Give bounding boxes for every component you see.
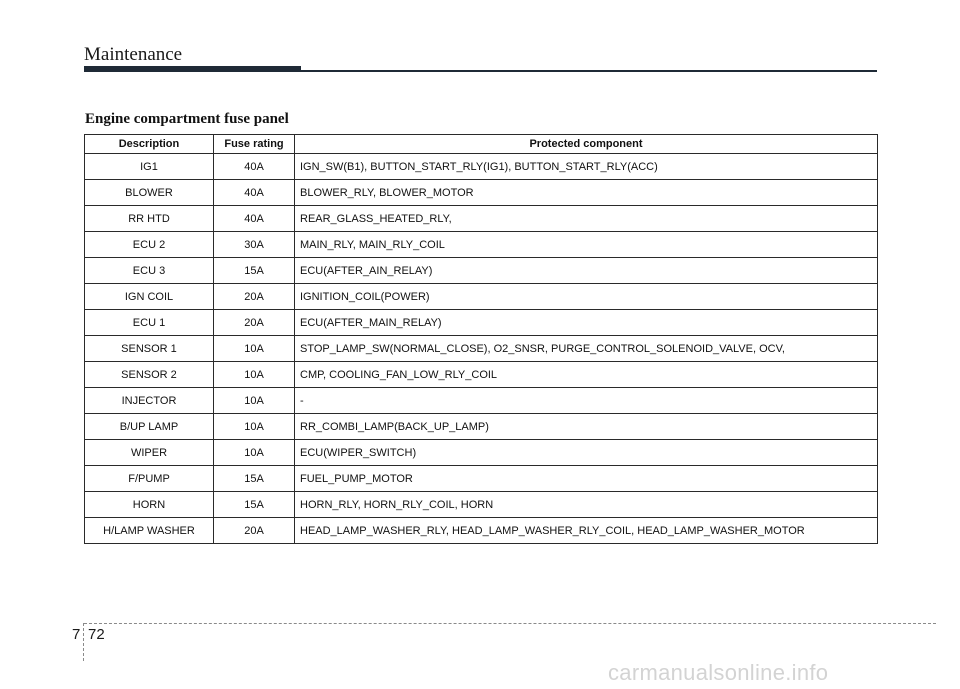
cell-description: INJECTOR bbox=[85, 388, 214, 414]
cell-fuse-rating: 10A bbox=[214, 362, 295, 388]
cell-protected-component: BLOWER_RLY, BLOWER_MOTOR bbox=[295, 180, 878, 206]
cell-protected-component: ECU(WIPER_SWITCH) bbox=[295, 440, 878, 466]
cell-protected-component: - bbox=[295, 388, 878, 414]
cell-description: IGN COIL bbox=[85, 284, 214, 310]
chapter-title: Maintenance bbox=[84, 44, 183, 65]
cell-fuse-rating: 10A bbox=[214, 336, 295, 362]
cell-protected-component: IGNITION_COIL(POWER) bbox=[295, 284, 878, 310]
table-row bbox=[85, 362, 878, 388]
table-row bbox=[85, 206, 878, 232]
cell-fuse-rating: 15A bbox=[214, 258, 295, 284]
cell-fuse-rating: 10A bbox=[214, 414, 295, 440]
table-row bbox=[85, 310, 878, 336]
cell-fuse-rating: 40A bbox=[214, 180, 295, 206]
cell-fuse-rating: 40A bbox=[214, 154, 295, 180]
fuse-table bbox=[84, 134, 878, 544]
cell-protected-component: HORN_RLY, HORN_RLY_COIL, HORN bbox=[295, 492, 878, 518]
table-row bbox=[85, 414, 878, 440]
table-row bbox=[85, 180, 878, 206]
cell-protected-component: CMP, COOLING_FAN_LOW_RLY_COIL bbox=[295, 362, 878, 388]
table-row bbox=[85, 336, 878, 362]
cell-description: HORN bbox=[85, 492, 214, 518]
cell-fuse-rating: 20A bbox=[214, 518, 295, 544]
cell-description: SENSOR 1 bbox=[85, 336, 214, 362]
cell-fuse-rating: 30A bbox=[214, 232, 295, 258]
table-row bbox=[85, 388, 878, 414]
chapter-number: 7 bbox=[72, 626, 81, 643]
cell-description: B/UP LAMP bbox=[85, 414, 214, 440]
cell-protected-component: ECU(AFTER_MAIN_RELAY) bbox=[295, 310, 878, 336]
column-header-fuse-rating: Fuse rating bbox=[214, 135, 295, 154]
table-row bbox=[85, 258, 878, 284]
cell-protected-component: IGN_SW(B1), BUTTON_START_RLY(IG1), BUTTON_START_RLY(ACC) bbox=[295, 154, 878, 180]
section-title: Engine compartment fuse panel bbox=[85, 111, 289, 127]
cell-protected-component: MAIN_RLY, MAIN_RLY_COIL bbox=[295, 232, 878, 258]
cell-description: ECU 2 bbox=[85, 232, 214, 258]
table-row bbox=[85, 492, 878, 518]
watermark: carmanualsonline.info bbox=[608, 660, 829, 685]
cell-protected-component: HEAD_LAMP_WASHER_RLY, HEAD_LAMP_WASHER_RLY_COIL, HEAD_LAMP_WASHER_MOTOR bbox=[295, 518, 878, 544]
column-header-protected-component: Protected component bbox=[295, 135, 878, 154]
cell-description: BLOWER bbox=[85, 180, 214, 206]
cell-description: IG1 bbox=[85, 154, 214, 180]
cell-fuse-rating: 20A bbox=[214, 310, 295, 336]
cell-description: WIPER bbox=[85, 440, 214, 466]
cell-description: H/LAMP WASHER bbox=[85, 518, 214, 544]
cell-fuse-rating: 10A bbox=[214, 440, 295, 466]
page-number: 72 bbox=[88, 626, 105, 643]
cell-fuse-rating: 15A bbox=[214, 466, 295, 492]
cell-description: RR HTD bbox=[85, 206, 214, 232]
cell-description: F/PUMP bbox=[85, 466, 214, 492]
cell-fuse-rating: 20A bbox=[214, 284, 295, 310]
table-row bbox=[85, 232, 878, 258]
cell-protected-component: REAR_GLASS_HEATED_RLY, bbox=[295, 206, 878, 232]
cell-description: ECU 1 bbox=[85, 310, 214, 336]
table-row bbox=[85, 466, 878, 492]
column-header-description: Description bbox=[85, 135, 214, 154]
header-rule-thin bbox=[301, 70, 877, 72]
table-row bbox=[85, 154, 878, 180]
cell-description: ECU 3 bbox=[85, 258, 214, 284]
cell-protected-component: RR_COMBI_LAMP(BACK_UP_LAMP) bbox=[295, 414, 878, 440]
footer-rule bbox=[84, 623, 936, 624]
cell-fuse-rating: 15A bbox=[214, 492, 295, 518]
cell-description: SENSOR 2 bbox=[85, 362, 214, 388]
cell-protected-component: STOP_LAMP_SW(NORMAL_CLOSE), O2_SNSR, PURGE_CONTROL_SOLENOID_VALVE, OCV, bbox=[295, 336, 878, 362]
cell-fuse-rating: 40A bbox=[214, 206, 295, 232]
table-row bbox=[85, 518, 878, 544]
header-rule-thick bbox=[84, 66, 301, 72]
table-header-row bbox=[85, 135, 878, 154]
table-row bbox=[85, 440, 878, 466]
cell-fuse-rating: 10A bbox=[214, 388, 295, 414]
cell-protected-component: FUEL_PUMP_MOTOR bbox=[295, 466, 878, 492]
page-number-divider bbox=[83, 623, 84, 661]
table-row bbox=[85, 284, 878, 310]
cell-protected-component: ECU(AFTER_AIN_RELAY) bbox=[295, 258, 878, 284]
